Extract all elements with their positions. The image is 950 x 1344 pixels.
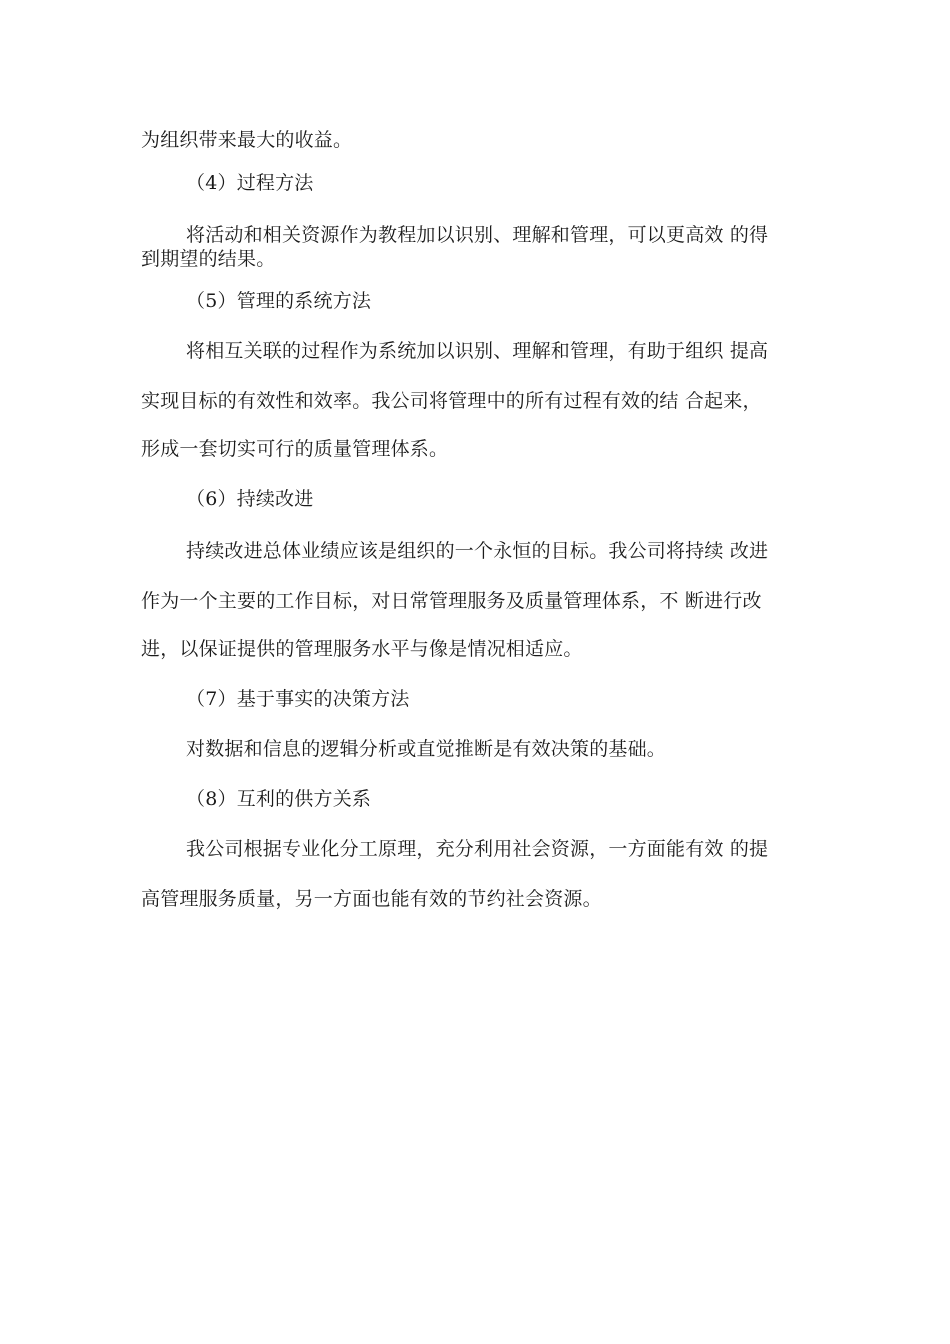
body-text-line: 形成一套切实可行的质量管理体系。 [141,438,449,460]
body-text-line: 为组织带来最大的收益。 [141,129,353,151]
body-text-line: 作为一个主要的工作目标，对日常管理服务及质量管理体系，不 断进行改 [141,590,762,612]
body-text-line: 持续改进总体业绩应该是组织的一个永恒的目标。我公司将持续 改进 [186,540,769,562]
body-text-line: 将活动和相关资源作为教程加以识别、理解和管理，可以更高效 的得 [186,224,769,246]
section-heading-8: （8）互利的供方关系 [186,788,372,810]
section-heading-5: （5）管理的系统方法 [186,290,372,312]
body-text-line: 进，以保证提供的管理服务水平与像是情况相适应。 [141,638,583,660]
section-heading-7: （7）基于事实的决策方法 [186,688,410,710]
body-text-line: 对数据和信息的逻辑分析或直觉推断是有效决策的基础。 [186,738,667,760]
body-text-line: 实现目标的有效性和效率。我公司将管理中的所有过程有效的结 合起来， [141,390,762,412]
body-text-line: 将相互关联的过程作为系统加以识别、理解和管理，有助于组织 提高 [186,340,769,362]
body-text-line: 高管理服务质量，另一方面也能有效的节约社会资源。 [141,888,602,910]
body-text-line: 到期望的结果。 [141,248,276,270]
section-heading-6: （6）持续改进 [186,488,314,510]
section-heading-4: （4）过程方法 [186,172,314,194]
body-text-line: 我公司根据专业化分工原理，充分利用社会资源，一方面能有效 的提 [186,838,769,860]
